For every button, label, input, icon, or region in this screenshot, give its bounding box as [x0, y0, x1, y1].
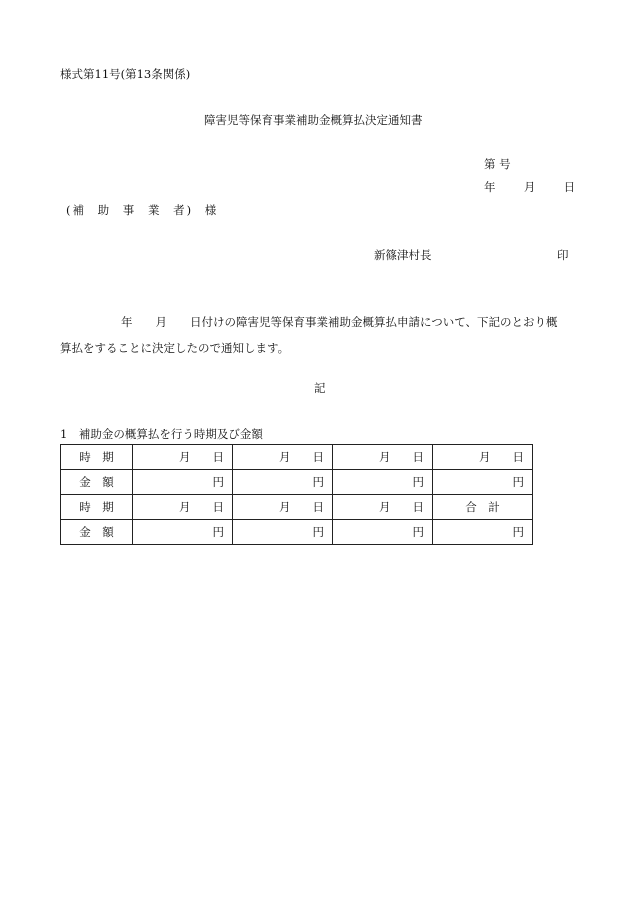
period-cell: 月 日 [333, 495, 433, 520]
period-cell: 月 日 [133, 445, 233, 470]
period-cell: 月 日 [233, 495, 333, 520]
seal-mark: 印 [557, 248, 569, 262]
date-hi: 日 [563, 180, 576, 194]
ref-go: 号 [499, 157, 511, 171]
amount-label: 金 額 [61, 470, 133, 495]
amount-cell: 円 [333, 520, 433, 545]
date-tsuki: 月 [523, 180, 536, 194]
table-row [61, 495, 533, 520]
amount-cell: 円 [233, 520, 333, 545]
period-label: 時 期 [61, 495, 133, 520]
body-line1-rest: 日付けの障害児等保育事業補助金概算払申請について、下記のとおり概 [190, 315, 558, 329]
addressee-label: (補 助 事 業 者) [66, 203, 194, 217]
body-tsuki: 月 [155, 315, 167, 329]
addressee-honorific: 様 [204, 203, 219, 217]
notice-body [60, 309, 580, 361]
amount-cell: 円 [233, 470, 333, 495]
form-number: 様式第11号(第13条関係) [60, 67, 191, 81]
period-label: 時 期 [61, 445, 133, 470]
table-row [61, 520, 533, 545]
period-cell: 月 日 [433, 445, 533, 470]
period-cell: 月 日 [233, 445, 333, 470]
reference-number [484, 157, 511, 171]
document-title: 障害児等保育事業補助金概算払決定通知書 [204, 113, 423, 127]
table-row [61, 470, 533, 495]
notice-line-1 [60, 309, 580, 335]
amount-cell: 円 [133, 520, 233, 545]
amount-cell: 円 [133, 470, 233, 495]
addressee [66, 203, 218, 217]
ref-dai: 第 [484, 157, 496, 171]
schedule-table [60, 444, 533, 545]
total-amount-cell: 円 [433, 520, 533, 545]
body-nen: 年 [121, 315, 133, 329]
section-heading: 1 補助金の概算払を行う時期及び金額 [60, 427, 263, 441]
date-nen: 年 [484, 180, 496, 194]
issuer-name: 新篠津村長 [374, 248, 432, 262]
total-label: 合 計 [433, 495, 533, 520]
amount-cell: 円 [333, 470, 433, 495]
period-cell: 月 日 [333, 445, 433, 470]
table-row [61, 445, 533, 470]
amount-label: 金 額 [61, 520, 133, 545]
issue-date [484, 180, 575, 194]
notice-line-2: 算払をすることに決定したので通知します。 [60, 341, 290, 355]
period-cell: 月 日 [133, 495, 233, 520]
ki-heading: 記 [314, 381, 326, 395]
amount-cell: 円 [433, 470, 533, 495]
